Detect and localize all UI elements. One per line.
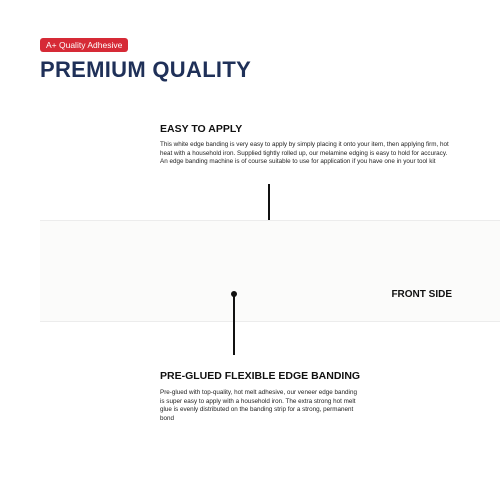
preglued-body: Pre-glued with top-quality, hot melt adhesive, our veneer edge banding is super easy to apply with a household iron. The extra strong hot melt glue is evenly distributed on the banding strip for a strong, permanent bond	[160, 389, 357, 423]
page-headline: PREMIUM QUALITY	[40, 57, 252, 82]
front-side-label: FRONT SIDE	[391, 289, 452, 300]
preglued-title: PRE-GLUED FLEXIBLE EDGE BANDING	[160, 370, 361, 382]
edge-banding-strip	[40, 220, 500, 322]
callout-dot-bottom	[231, 291, 237, 297]
easy-to-apply-title: EASY TO APPLY	[160, 123, 243, 135]
callout-line-bottom	[233, 295, 235, 355]
quality-badge: A+ Quality Adhesive	[40, 38, 128, 52]
easy-to-apply-body: This white edge banding is very easy to apply by simply placing it onto your item, then applying firm, hot heat with a household iron. Supplied tightly rolled up, our melamine edging is easy to hold for accuracy. An edge banding machine is of course suitable to use for application if you have one in your tool kit	[160, 141, 449, 166]
